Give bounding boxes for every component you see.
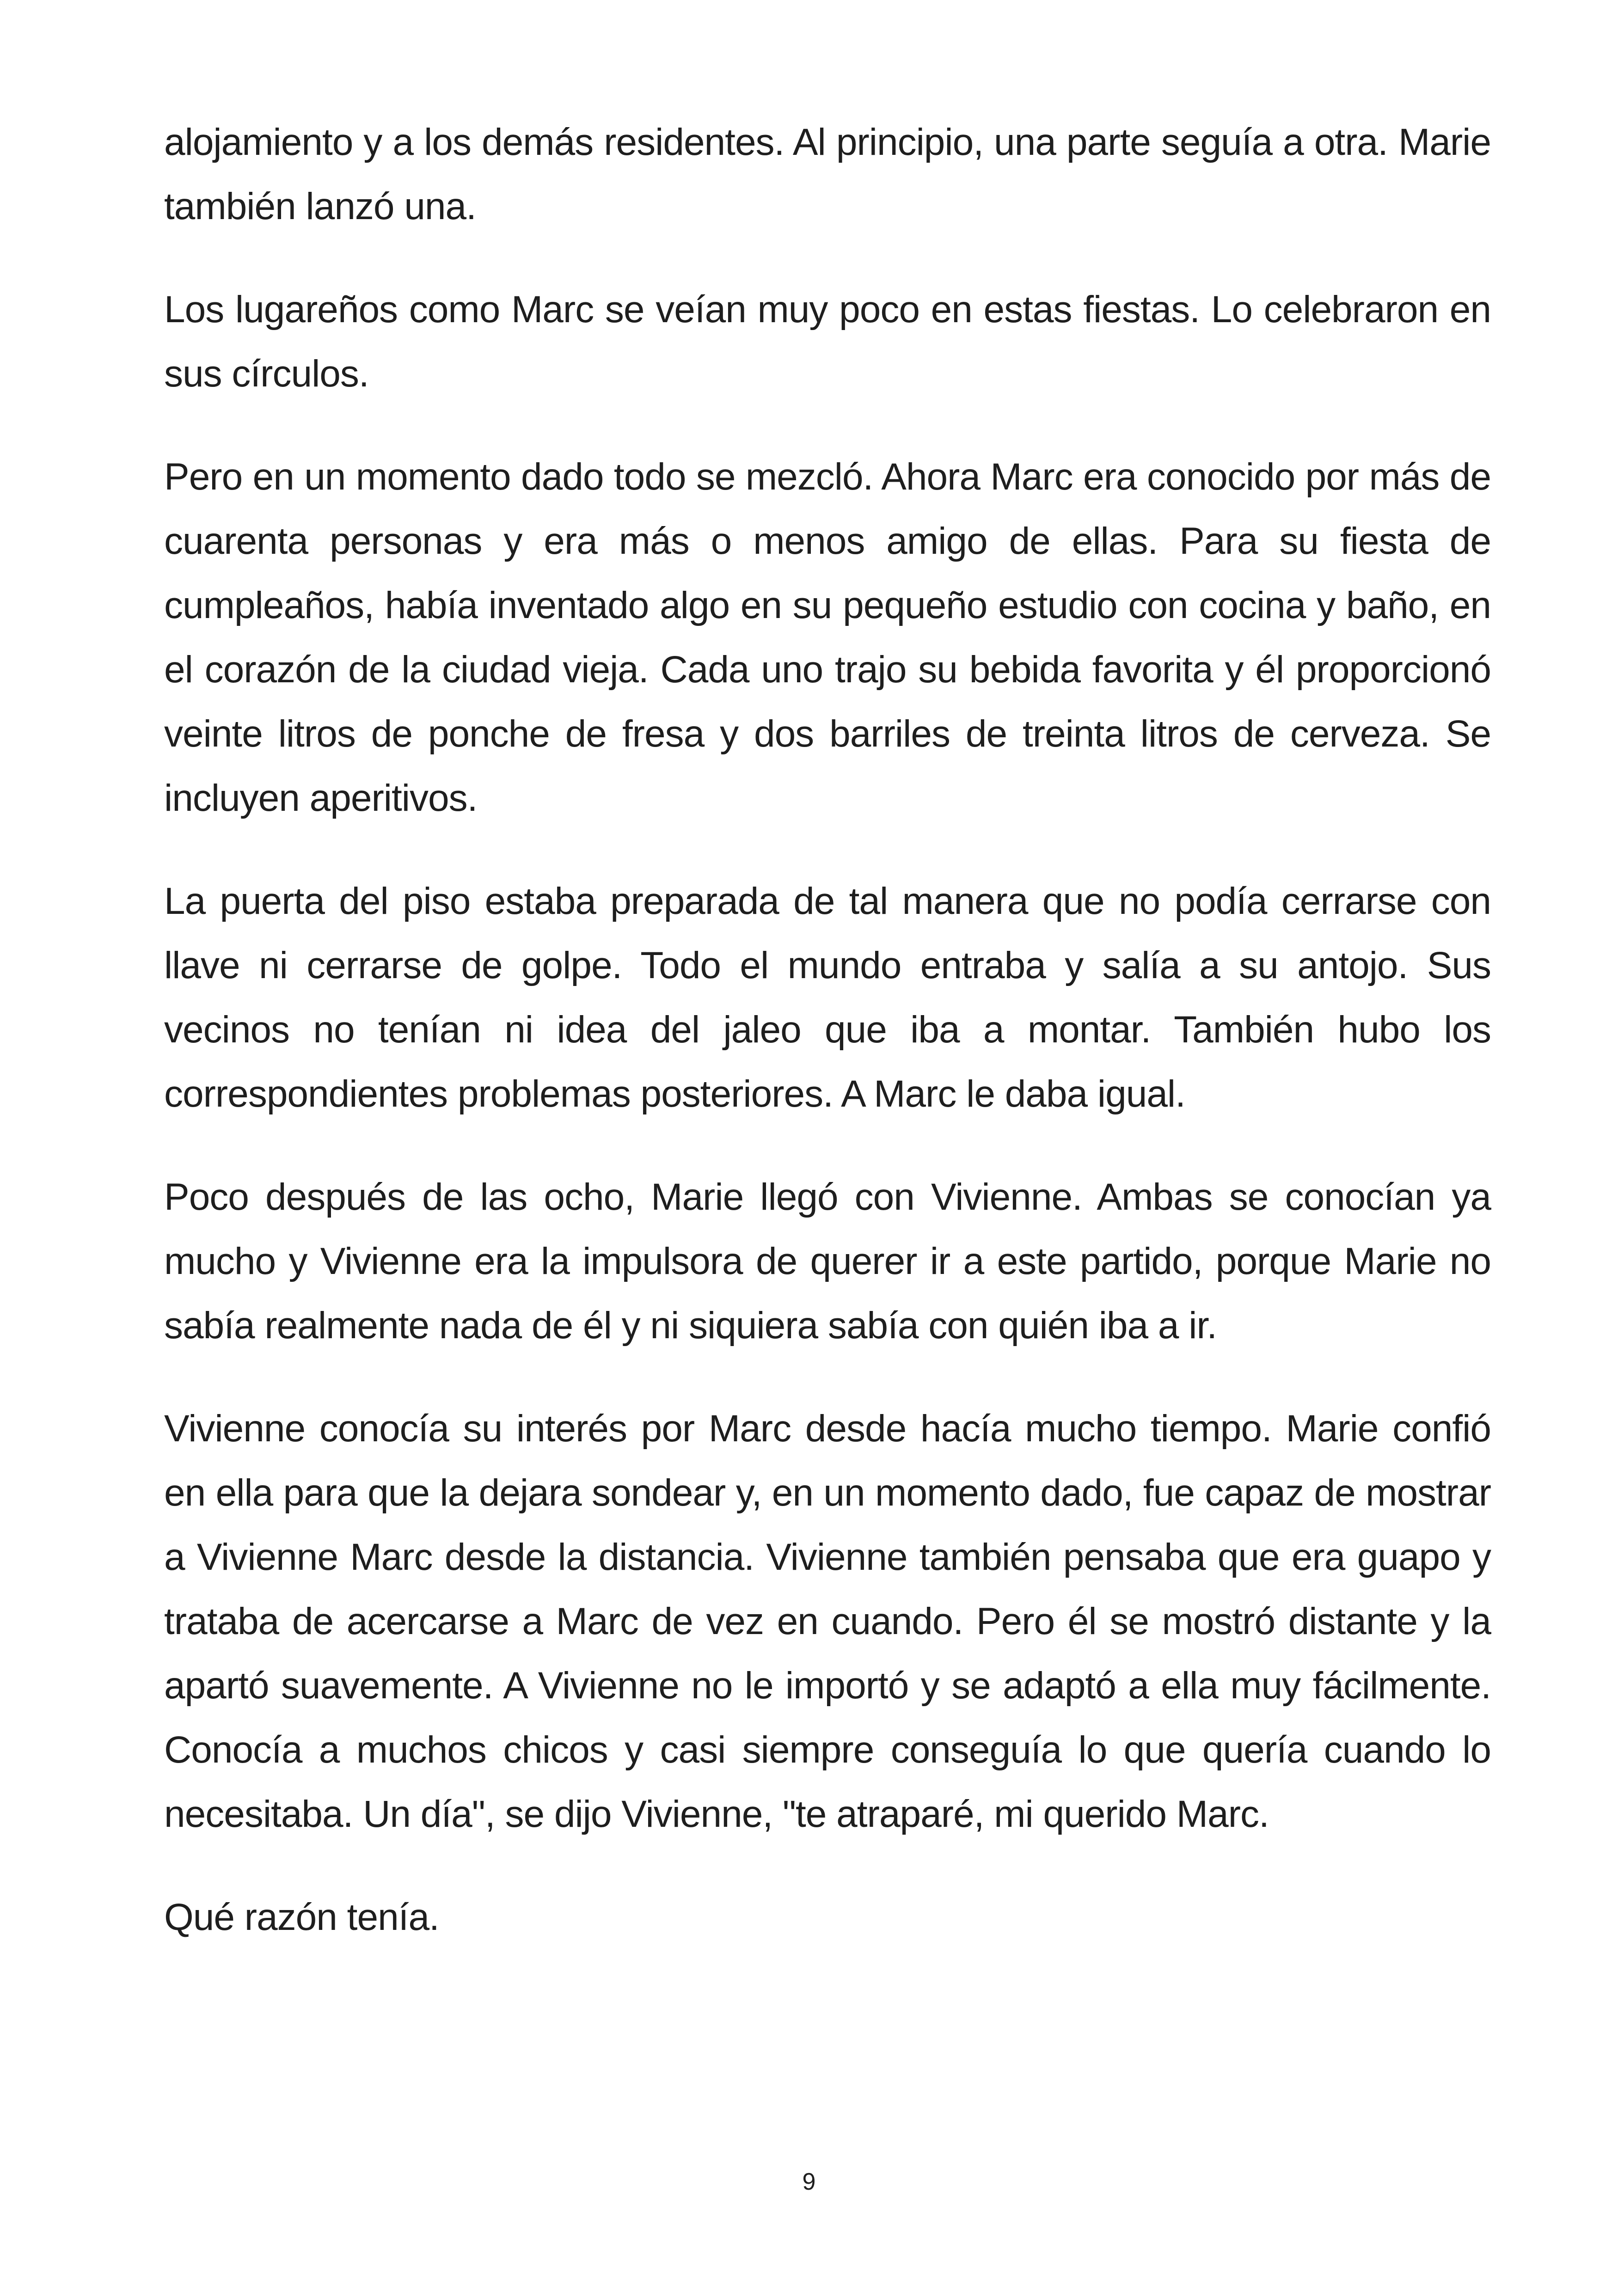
page-number: 9 bbox=[802, 2168, 816, 2195]
paragraph-3: Pero en un momento dado todo se mezcló. Ahora Marc era conocido por más de cuarenta personas y era más o menos amigo de ellas. Para su fiesta de cumpleaños, había inventado algo en su pequeño estudio con cocina y baño, en el corazón de la ciudad vieja. Cada uno trajo su bebida favorita y él proporcionó veinte litros de ponche de fresa y dos barriles de treinta litros de cerveza. Se incluyen aperitivos. bbox=[164, 456, 1491, 819]
paragraph-1: alojamiento y a los demás residentes. Al principio, una parte seguía a otra. Marie también lanzó una. bbox=[164, 121, 1491, 227]
paragraph-6: Vivienne conocía su interés por Marc desde hacía mucho tiempo. Marie confió en ella para que la dejara sondear y, en un momento dado, fue capaz de mostrar a Vivienne Marc desde la distancia. Vivienne también pensaba que era guapo y trataba de acercarse a Marc de vez en cuando. Pero él se mostró distante y la apartó suavemente. A Vivienne no le importó y se adaptó a ella muy fácilmente. Conocía a muchos chicos y casi siempre conseguía lo que quería cuando lo necesitaba. Un día", se dijo Vivienne, "te atraparé, mi querido Marc. bbox=[164, 1408, 1491, 1835]
paragraph-5: Poco después de las ocho, Marie llegó con Vivienne. Ambas se conocían ya mucho y Vivienne era la impulsora de querer ir a este partido, porque Marie no sabía realmente nada de él y ni siquiera sabía con quién iba a ir. bbox=[164, 1176, 1491, 1347]
body-text bbox=[164, 110, 1491, 1988]
paragraph-4: La puerta del piso estaba preparada de tal manera que no podía cerrarse con llave ni cerrarse de golpe. Todo el mundo entraba y salía a su antojo. Sus vecinos no tenían ni idea del jaleo que iba a montar. También hubo los correspondientes problemas posteriores. A Marc le daba igual. bbox=[164, 880, 1491, 1115]
paragraph-2: Los lugareños como Marc se veían muy poco en estas fiestas. Lo celebraron en sus círculos. bbox=[164, 288, 1491, 395]
paragraph-7: Qué razón tenía. bbox=[164, 1896, 439, 1938]
